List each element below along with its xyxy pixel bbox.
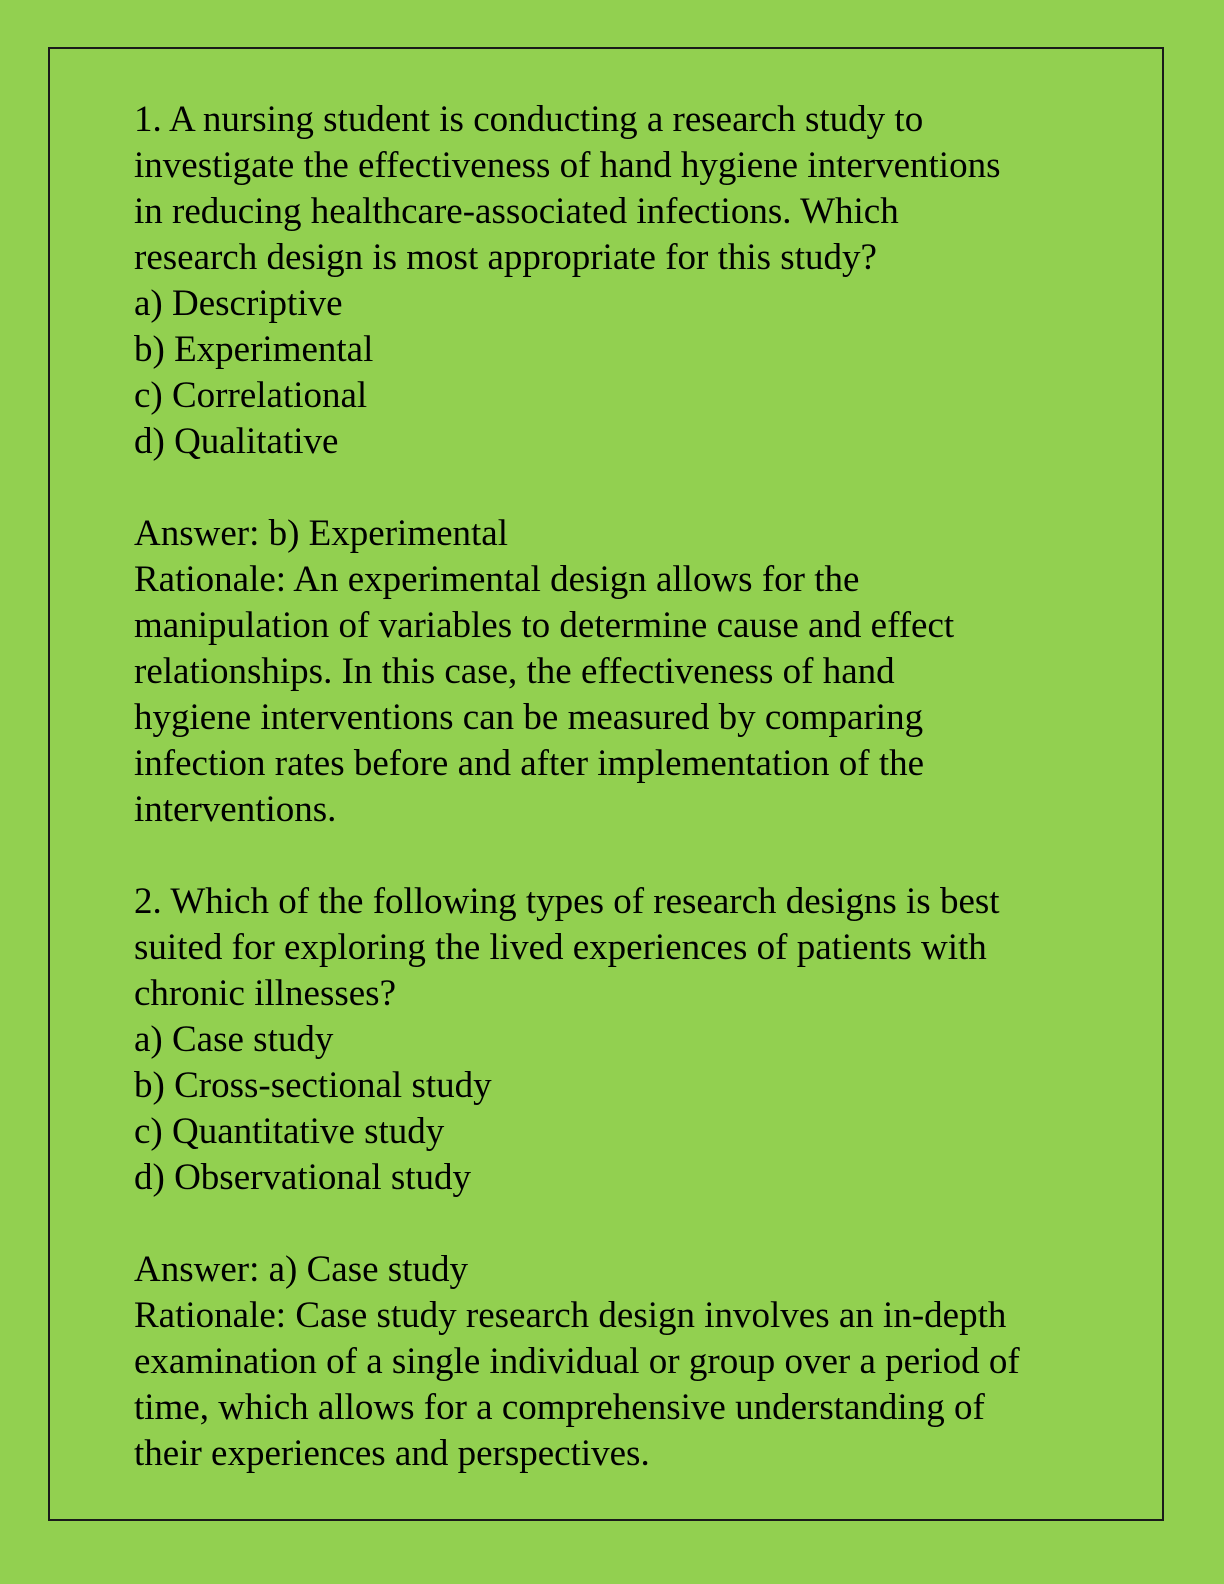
question-1-options: [134, 281, 1124, 465]
question-stem-line: 2. Which of the following types of research designs is best: [134, 881, 1000, 922]
answer-option: b) Experimental: [134, 329, 374, 370]
question-stem-line: in reducing healthcare-associated infections. Which: [134, 191, 899, 232]
blank-line: [134, 833, 1124, 879]
blank-line: [134, 1201, 1124, 1247]
question-2-options: [134, 1017, 1124, 1201]
question-stem-line: investigate the effectiveness of hand hygiene interventions: [134, 145, 1001, 186]
question-stem-line: chronic illnesses?: [134, 973, 396, 1014]
question-1-stem: [134, 97, 1124, 281]
answer-option: d) Observational study: [134, 1157, 472, 1198]
rationale-line: examination of a single individual or group over a period of: [134, 1341, 1020, 1382]
rationale-line: interventions.: [134, 789, 337, 830]
rationale-line: time, which allows for a comprehensive understanding of: [134, 1387, 985, 1428]
blank-line: [134, 465, 1124, 511]
question-stem-line: research design is most appropriate for this study?: [134, 237, 877, 278]
question-2: [134, 879, 1124, 1477]
answer-option: c) Quantitative study: [134, 1111, 445, 1152]
rationale-line: Rationale: Case study research design involves an in-depth: [134, 1295, 1007, 1336]
answer-option: b) Cross-sectional study: [134, 1065, 492, 1106]
rationale-line: relationships. In this case, the effectiveness of hand: [134, 651, 895, 692]
rationale-line: their experiences and perspectives.: [134, 1433, 650, 1474]
document-body: [134, 97, 1124, 1477]
question-1-rationale: [134, 557, 1124, 833]
rationale-line: hygiene interventions can be measured by comparing: [134, 697, 924, 738]
answer-option: a) Case study: [134, 1019, 334, 1060]
answer-option: d) Qualitative: [134, 421, 339, 462]
question-2-stem: [134, 879, 1124, 1017]
question-1-answer: Answer: b) Experimental: [134, 513, 508, 554]
answer-option: a) Descriptive: [134, 283, 343, 324]
rationale-line: infection rates before and after implementation of the: [134, 743, 925, 784]
answer-option: c) Correlational: [134, 375, 368, 416]
question-2-answer: Answer: a) Case study: [134, 1249, 468, 1290]
question-1: [134, 97, 1124, 833]
question-2-rationale: [134, 1293, 1124, 1477]
rationale-line: Rationale: An experimental design allows for the: [134, 559, 860, 600]
question-stem-line: suited for exploring the lived experiences of patients with: [134, 927, 987, 968]
rationale-line: manipulation of variables to determine cause and effect: [134, 605, 955, 646]
question-stem-line: 1. A nursing student is conducting a research study to: [134, 99, 924, 140]
